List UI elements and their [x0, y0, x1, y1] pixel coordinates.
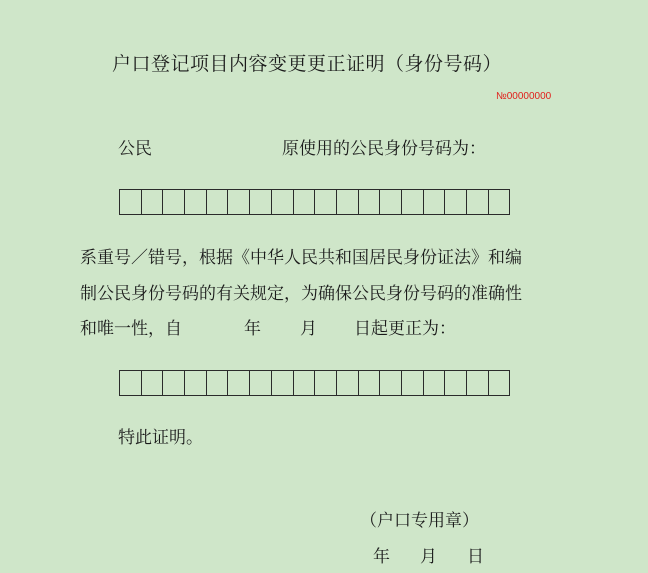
month-label: 月: [300, 319, 317, 339]
new-id-digit-box: [293, 370, 316, 396]
original-id-digit-box: [271, 189, 294, 215]
new-id-digit-box: [119, 370, 142, 396]
original-id-label: 原使用的公民身份号码为：: [282, 139, 486, 159]
original-id-digit-box: [401, 189, 424, 215]
original-id-digit-box: [227, 189, 250, 215]
new-id-digit-box: [227, 370, 250, 396]
body-line-2: 制公民身份号码的有关规定，为确保公民身份号码的准确性: [80, 284, 522, 304]
new-id-digit-box: [249, 370, 272, 396]
new-id-digit-box: [379, 370, 402, 396]
new-id-digit-box: [423, 370, 446, 396]
citizen-label: 公民: [118, 139, 152, 159]
date-year-label: 年: [373, 547, 390, 567]
new-id-digit-box: [206, 370, 229, 396]
original-id-digit-box: [293, 189, 316, 215]
new-id-digit-box: [314, 370, 337, 396]
body-line-3-start: 和唯一性，自: [80, 319, 182, 339]
new-id-digit-box: [358, 370, 381, 396]
corrected-from-label: 日起更正为：: [354, 319, 456, 339]
original-id-digit-box: [314, 189, 337, 215]
new-id-digit-box: [162, 370, 185, 396]
new-id-digit-box: [271, 370, 294, 396]
original-id-digit-box: [184, 189, 207, 215]
document-title: 户口登记项目内容变更更正证明（身份号码）: [112, 53, 503, 75]
original-id-digit-box: [358, 189, 381, 215]
original-id-digit-box: [444, 189, 467, 215]
new-id-digit-box: [466, 370, 489, 396]
new-id-digit-box: [444, 370, 467, 396]
seal-label: （户口专用章）: [360, 511, 479, 531]
new-id-digit-box: [401, 370, 424, 396]
original-id-digit-box: [162, 189, 185, 215]
year-label: 年: [244, 319, 261, 339]
original-id-digit-box: [336, 189, 359, 215]
date-day-label: 日: [467, 547, 484, 567]
certify-text: 特此证明。: [118, 428, 203, 448]
new-id-digit-box: [184, 370, 207, 396]
new-id-digit-box: [488, 370, 511, 396]
original-id-boxes: [119, 189, 510, 215]
new-id-boxes: [119, 370, 510, 396]
original-id-digit-box: [379, 189, 402, 215]
body-line-1: 系重号／错号，根据《中华人民共和国居民身份证法》和编: [80, 248, 522, 268]
original-id-digit-box: [423, 189, 446, 215]
original-id-digit-box: [206, 189, 229, 215]
original-id-digit-box: [141, 189, 164, 215]
original-id-digit-box: [466, 189, 489, 215]
original-id-digit-box: [249, 189, 272, 215]
new-id-digit-box: [141, 370, 164, 396]
serial-number: №00000000: [496, 91, 552, 102]
date-month-label: 月: [420, 547, 437, 567]
original-id-digit-box: [119, 189, 142, 215]
new-id-digit-box: [336, 370, 359, 396]
original-id-digit-box: [488, 189, 511, 215]
